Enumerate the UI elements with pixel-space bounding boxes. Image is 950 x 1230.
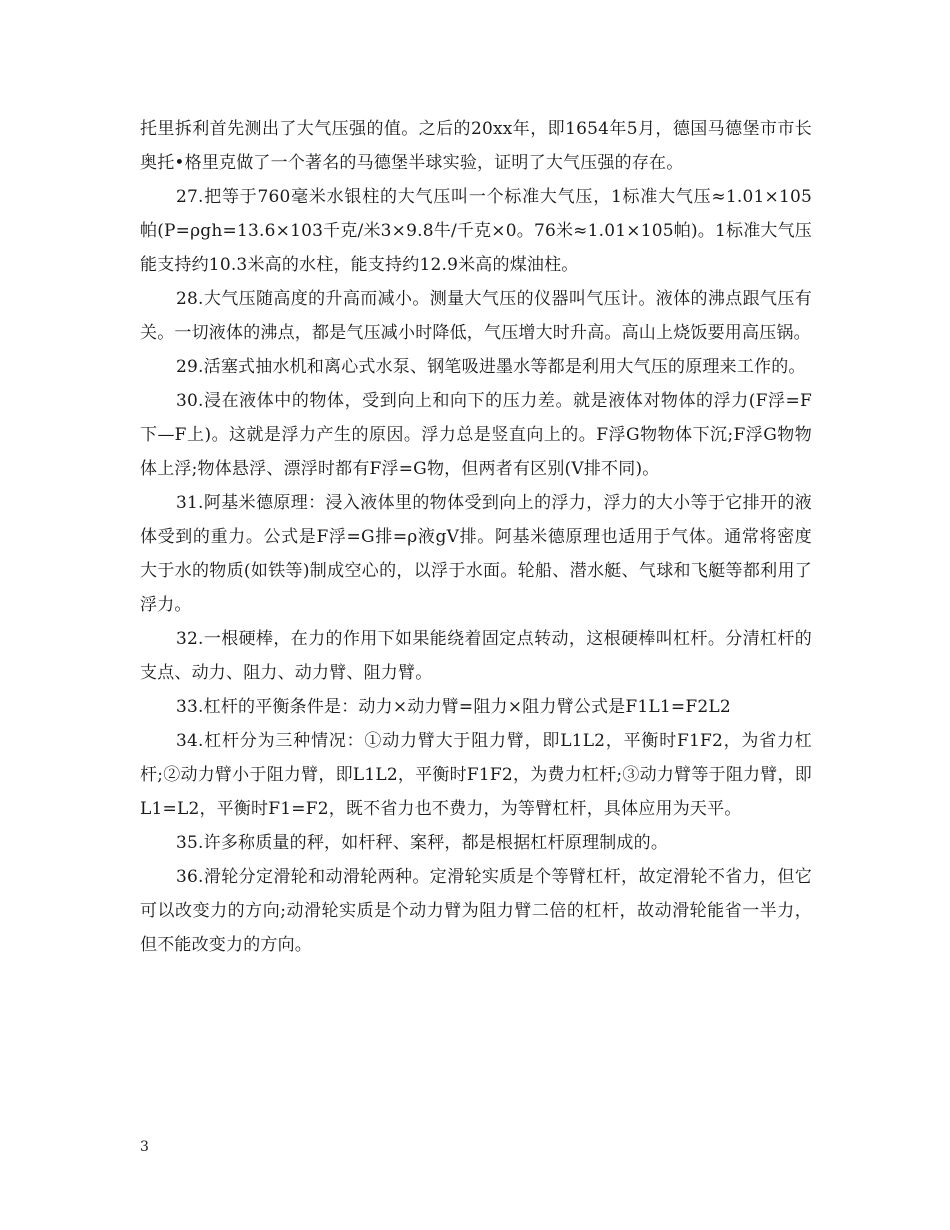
page-number: 3 [140,1139,149,1155]
document-body [140,112,812,962]
paragraph-continuation: 托里拆利首先测出了大气压强的值。之后的20xx年，即1654年5月，德国马德堡市市长奥托•格里克做了一个著名的马德堡半球实验，证明了大气压强的存在。 [140,119,812,173]
paragraph-33: 33.杠杆的平衡条件是：动力×动力臂=阻力×阻力臂公式是F1L1=F2L2 [176,697,731,717]
paragraph-34: 34.杠杆分为三种情况：①动力臂大于阻力臂，即L1L2，平衡时F1F2，为省力杠杆;②动力臂小于阻力臂，即L1L2，平衡时F1F2，为费力杠杆;③动力臂等于阻力臂，即L1=L2，平衡时F1=F2，既不省力也不费力，为等臂杠杆，具体应用为天平。 [140,731,812,819]
paragraph-27: 27.把等于760毫米水银柱的大气压叫一个标准大气压，1标准大气压≈1.01×105帕(P=ρgh=13.6×103千克/米3×9.8牛/千克×0。76米≈1.01×105帕)。1标准大气压能支持约10.3米高的水柱，能支持约12.9米高的煤油柱。 [140,187,813,275]
paragraph-30: 30.浸在液体中的物体，受到向上和向下的压力差。就是液体对物体的浮力(F浮=F下—F上)。这就是浮力产生的原因。浮力总是竖直向上的。F浮G物物体下沉;F浮G物物体上浮;物体悬浮、漂浮时都有F浮=G物，但两者有区别(V排不同)。 [140,391,812,479]
paragraph-31: 31.阿基米德原理：浸入液体里的物体受到向上的浮力，浮力的大小等于它排开的液体受到的重力。公式是F浮=G排=ρ液gV排。阿基米德原理也适用于气体。通常将密度大于水的物质(如铁等)制成空心的，以浮于水面。轮船、潜水艇、气球和飞艇等都利用了浮力。 [140,493,812,615]
paragraph-36: 36.滑轮分定滑轮和动滑轮两种。定滑轮实质是个等臂杠杆，故定滑轮不省力，但它可以改变力的方向;动滑轮实质是个动力臂为阻力臂二倍的杠杆，故动滑轮能省一半力，但不能改变力的方向。 [140,867,812,955]
paragraph-32: 32.一根硬棒，在力的作用下如果能绕着固定点转动，这根硬棒叫杠杆。分清杠杆的支点、动力、阻力、动力臂、阻力臂。 [140,629,812,683]
paragraph-28: 28.大气压随高度的升高而减小。测量大气压的仪器叫气压计。液体的沸点跟气压有关。一切液体的沸点，都是气压减小时降低，气压增大时升高。高山上烧饭要用高压锅。 [140,289,812,343]
paragraph-35: 35.许多称质量的秤，如杆秤、案秤，都是根据杠杆原理制成的。 [176,833,669,853]
paragraph-29: 29.活塞式抽水机和离心式水泵、钢笔吸进墨水等都是利用大气压的原理来工作的。 [176,357,806,377]
